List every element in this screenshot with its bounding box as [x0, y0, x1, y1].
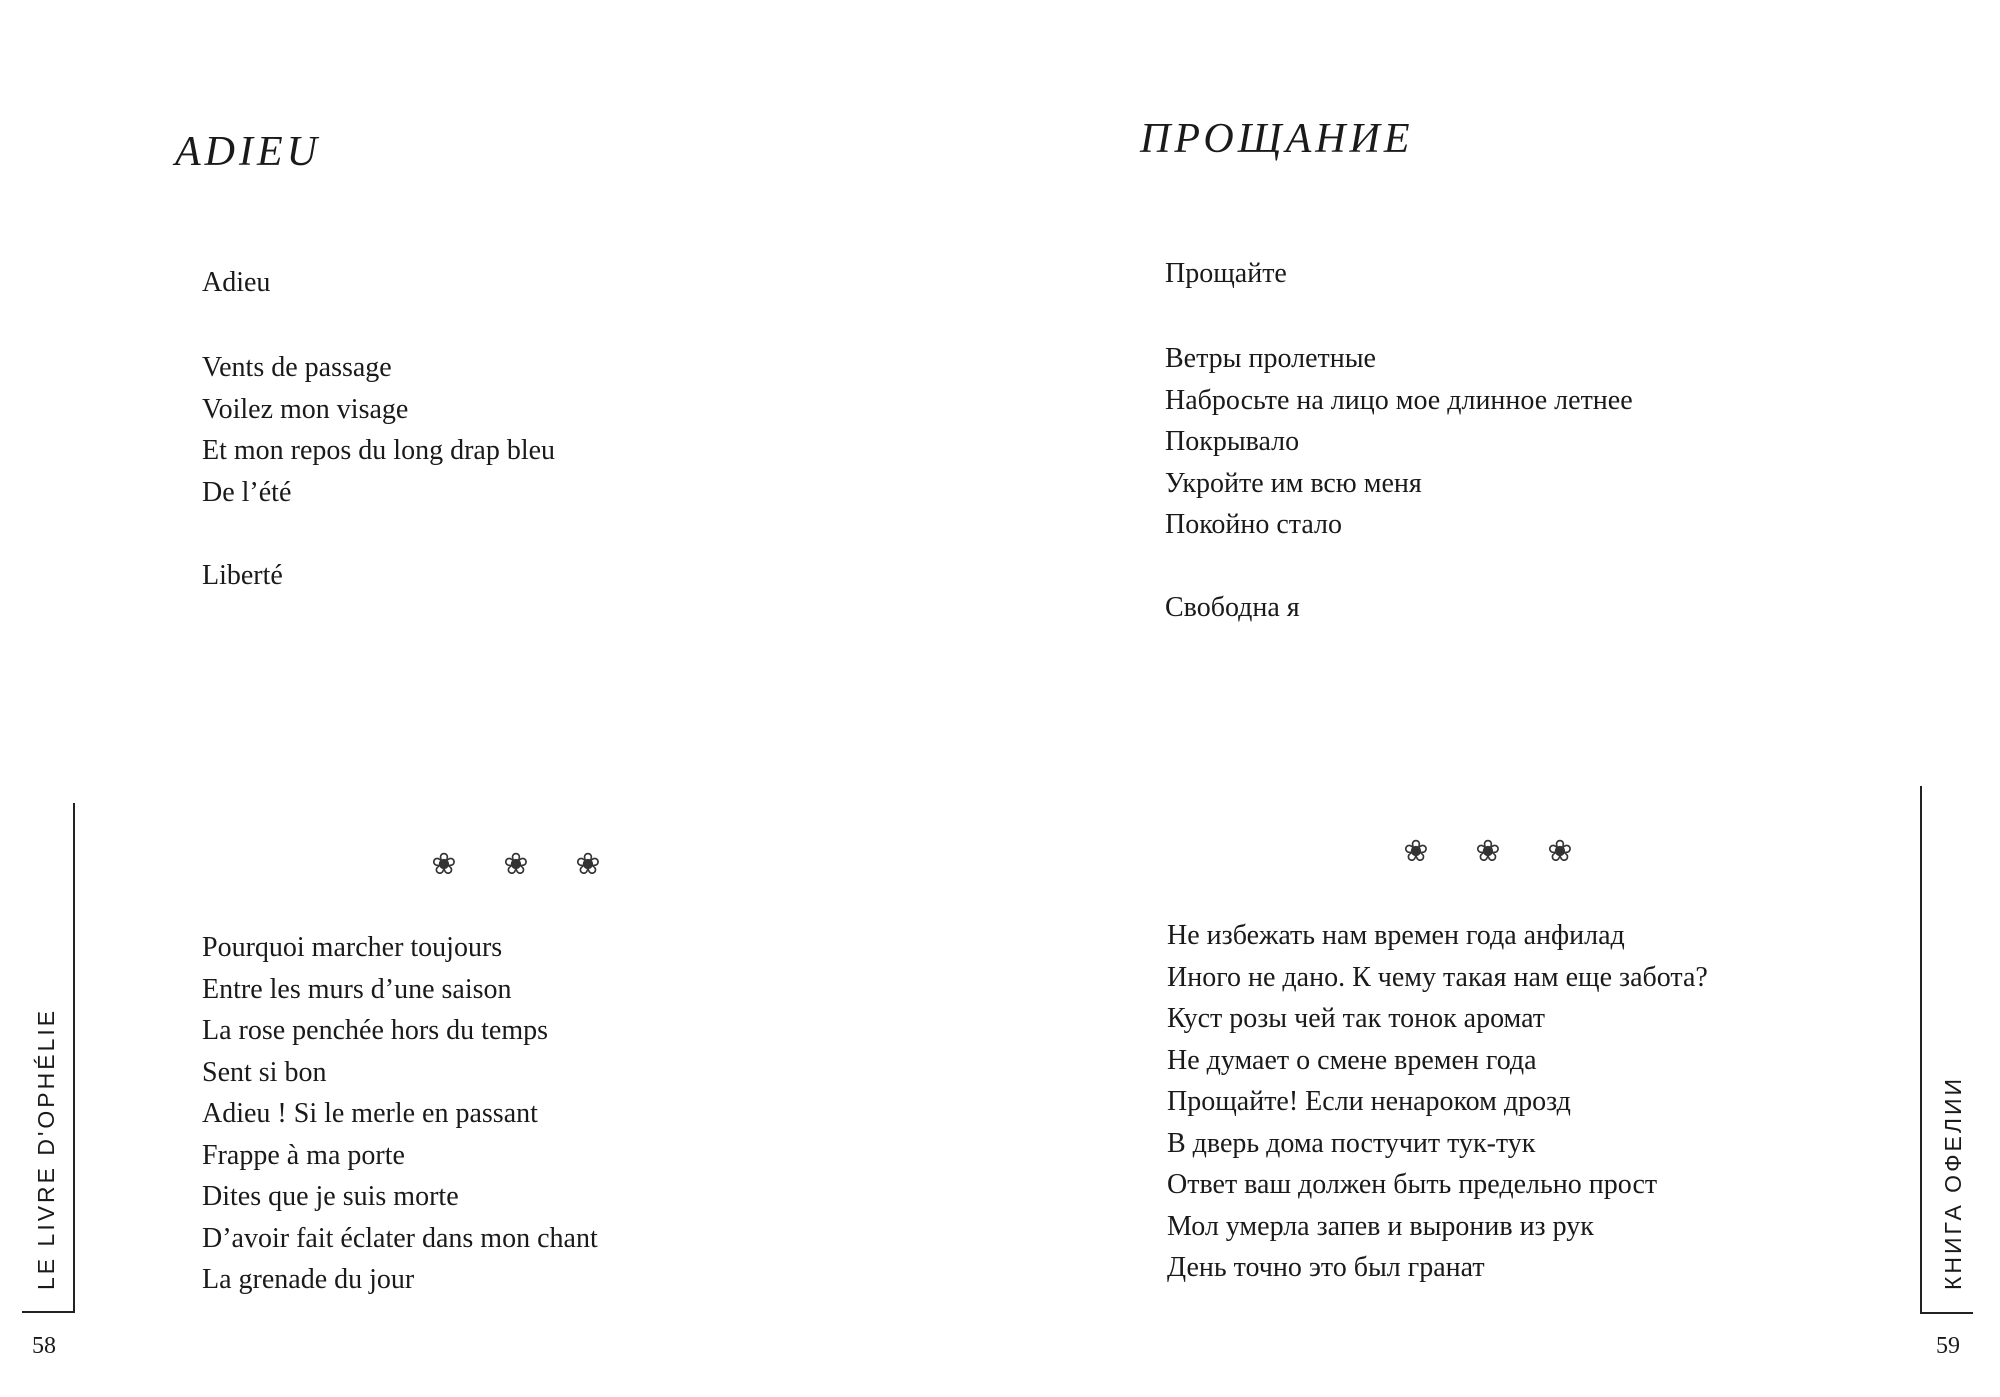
floral-knot-icon: ❀: [431, 848, 457, 881]
stanza-2-russian: [1167, 915, 1708, 1289]
poem-line: Pourquoi marcher toujours: [202, 932, 503, 963]
poem-line: Куст розы чей так тонок аромат: [1167, 1003, 1546, 1034]
poem-line: De l’été: [202, 476, 292, 508]
poem-line: Voilez mon visage: [202, 393, 409, 425]
poem-line: Не избежать нам времен года анфилад: [1167, 920, 1625, 951]
floral-knot-icon: ❀: [1403, 835, 1429, 868]
poem-title-french: ADIEU: [175, 129, 321, 175]
poem-line: Ветры пролетные: [1165, 343, 1376, 374]
poem-line: Не думает о смене времен года: [1167, 1044, 1537, 1076]
side-rule-horizontal: [22, 1311, 75, 1313]
poem-line: Adieu ! Si le merle en passant: [202, 1098, 538, 1129]
right-page: [1000, 0, 2000, 1397]
floral-knot-icon: ❀: [1547, 835, 1573, 868]
poem-line: Frappe à ma porte: [202, 1139, 405, 1171]
page-number-left: 58: [32, 1333, 56, 1359]
poem-line: В дверь дома постучит тук-тук: [1167, 1127, 1536, 1159]
side-rule-vertical: [73, 803, 75, 1313]
poem-line: Мол умерла запев и выронив из рук: [1167, 1210, 1594, 1242]
ornament-divider: [1400, 835, 1576, 869]
floral-knot-icon: ❀: [575, 848, 601, 881]
running-head-left: LE LIVRE D'OPHÉLIE: [33, 1007, 59, 1290]
poem-line: Набросьте на лицо мое длинное летнее: [1165, 384, 1633, 416]
poem-line: Vents de passage: [202, 352, 392, 383]
page-number-right: 59: [1936, 1333, 1960, 1359]
poem-line: День точно это был гранат: [1167, 1252, 1485, 1283]
poem-line: La rose penchée hors du temps: [202, 1015, 548, 1046]
poem-line: Sent si bon: [202, 1056, 327, 1088]
poem-line: Dites que je suis morte: [202, 1181, 459, 1212]
poem-greeting-french: Adieu: [202, 267, 271, 298]
side-rule-vertical: [1920, 786, 1922, 1314]
poem-line: Прощайте! Если ненароком дрозд: [1167, 1086, 1571, 1117]
poem-closing-russian: Свободна я: [1165, 592, 1300, 623]
side-rule-horizontal: [1920, 1312, 1973, 1314]
poem-line: Покрывало: [1165, 426, 1300, 457]
floral-knot-icon: ❀: [503, 848, 529, 881]
poem-line: Entre les murs d’une saison: [202, 973, 512, 1005]
stanza-1-french: [202, 347, 555, 513]
poem-line: Ответ ваш должен быть предельно прост: [1167, 1169, 1658, 1200]
stanza-2-french: [202, 927, 598, 1301]
poem-line: D’avoir fait éclater dans mon chant: [202, 1222, 598, 1254]
poem-greeting-russian: Прощайте: [1165, 258, 1287, 289]
poem-title-russian: ПРОЩАНИЕ: [1140, 116, 1414, 162]
poem-line: Иного не дано. К чему такая нам еще забота?: [1167, 961, 1708, 993]
poem-line: Покойно стало: [1165, 509, 1343, 540]
poem-line: La grenade du jour: [202, 1264, 415, 1295]
running-head-right: КНИГА ОФЕЛИИ: [1940, 1075, 1966, 1290]
poem-line: Et mon repos du long drap bleu: [202, 435, 556, 466]
ornament-divider: [428, 848, 604, 882]
poem-closing-french: Liberté: [202, 560, 283, 591]
poem-line: Укройте им всю меня: [1165, 467, 1422, 499]
floral-knot-icon: ❀: [1475, 835, 1501, 868]
stanza-1-russian: [1165, 338, 1633, 546]
